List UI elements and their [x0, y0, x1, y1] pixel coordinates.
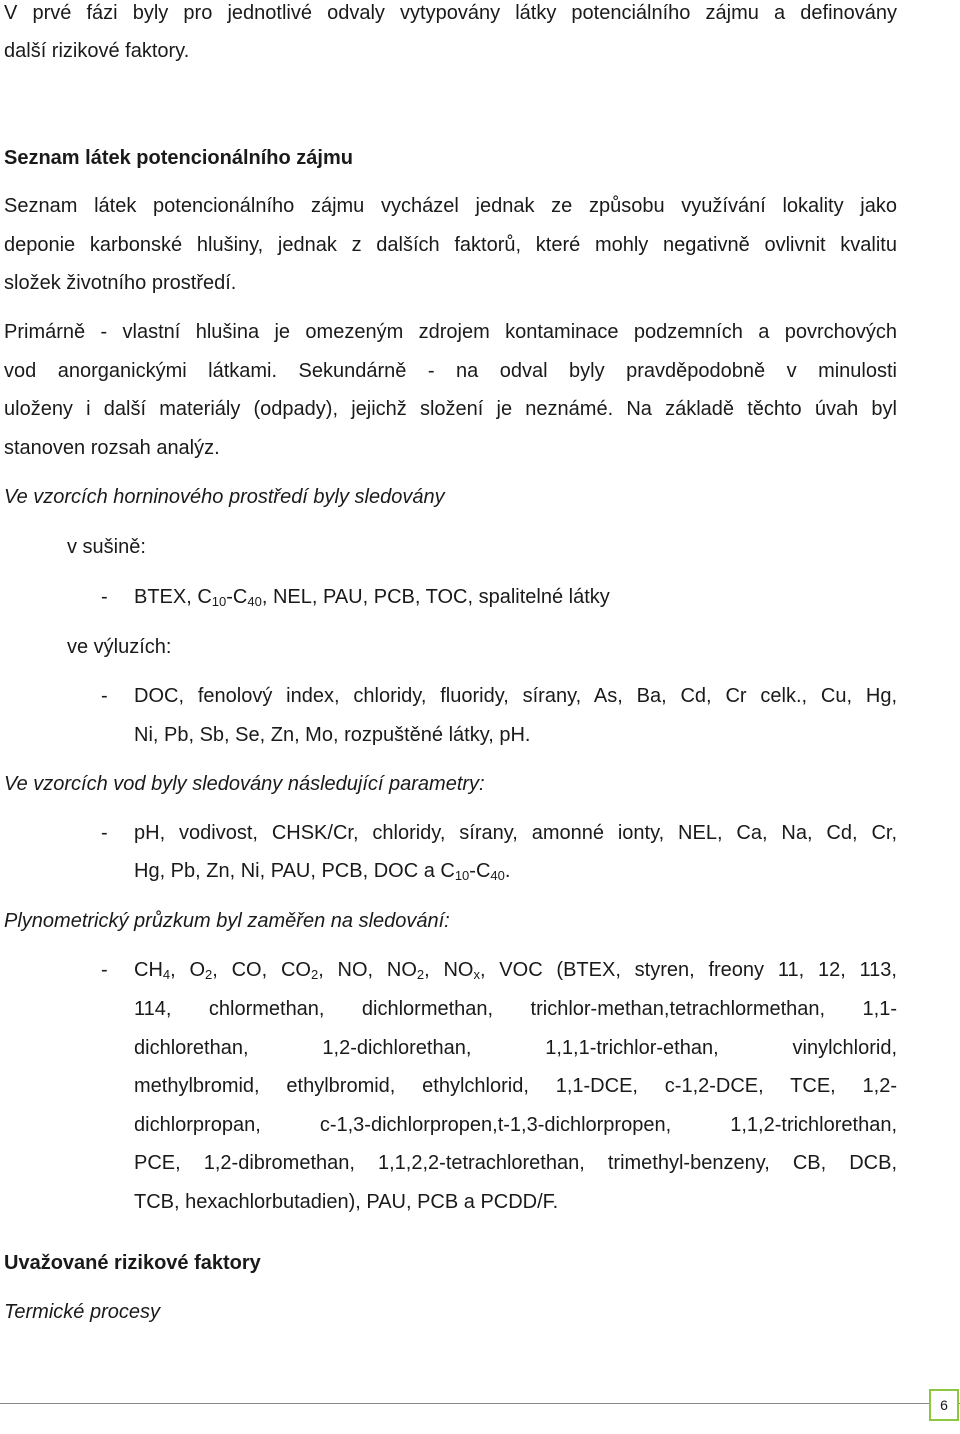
gas-item-line-5: dichlorpropan, c-1,3-dichlorpropen,t-1,3-dichlorpropen, 1,1,2-trichlorethan,: [134, 1114, 897, 1136]
page-number: 6: [929, 1389, 959, 1421]
paragraph-2-line-1: Primárně - vlastní hlušina je omezeným zdrojem kontaminace podzemních a povrchových: [4, 321, 897, 343]
water-item-line-2: Hg, Pb, Zn, Ni, PAU, PCB, DOC a $C_{10}-C_{40}$.: [134, 860, 511, 883]
leachate-label: ve výluzích:: [67, 636, 172, 658]
water-item-dash: -: [101, 822, 108, 844]
rock-heading: Ve vzorcích horninového prostředí byly sledovány: [4, 486, 445, 508]
leach-item-line-1: DOC, fenolový index, chloridy, fluoridy, sírany, As, Ba, Cd, Cr celk., Cu, Hg,: [134, 685, 897, 707]
leach-item-dash: -: [101, 685, 108, 707]
gas-heading: Plynometrický průzkum byl zaměřen na sledování:: [4, 910, 450, 932]
dry-matter-label: v sušině:: [67, 536, 146, 558]
footer-rule: [0, 1403, 960, 1404]
dry-item: BTEX, $C_{10}-C_{40}$, NEL, PAU, PCB, TOC, spalitelné látky: [134, 586, 610, 609]
paragraph-1-line-1: Seznam látek potencionálního zájmu vycházel jednak ze způsobu využívání lokality jako: [4, 195, 897, 217]
gas-item-line-1: $CH_4$, $O_2$, CO, $CO_2$, NO, $NO_2$, $NO_x$, VOC (BTEX, styren, freony 11, 12, 113,: [134, 959, 897, 982]
thermal-processes-subheading: Termické procesy: [4, 1301, 160, 1323]
paragraph-2-line-3: uloženy i další materiály (odpady), jejichž složení je neznámé. Na základě těchto úvah byl: [4, 398, 897, 420]
gas-item-line-7: TCB, hexachlorbutadien), PAU, PCB a PCDD/F.: [134, 1191, 559, 1213]
paragraph-2-line-2: vod anorganickými látkami. Sekundárně - na odval byly pravděpodobně v minulosti: [4, 360, 897, 382]
intro-line-2: další rizikové faktory.: [4, 40, 190, 62]
risk-factors-heading: Uvažované rizikové faktory: [4, 1252, 261, 1274]
dry-item-dash: -: [101, 586, 108, 608]
gas-item-line-3: dichlorethan, 1,2-dichlorethan, 1,1,1-trichlor-ethan, vinylchlorid,: [134, 1037, 897, 1059]
paragraph-1-line-2: deponie karbonské hlušiny, jednak z dalších faktorů, které mohly negativně ovlivnit kvalitu: [4, 234, 897, 256]
gas-item-dash: -: [101, 959, 108, 981]
paragraph-2-line-4: stanoven rozsah analýz.: [4, 437, 220, 459]
leach-item-line-2: Ni, Pb, Sb, Se, Zn, Mo, rozpuštěné látky, pH.: [134, 724, 531, 746]
gas-item-line-6: PCE, 1,2-dibromethan, 1,1,2,2-tetrachlorethan, trimethyl-benzeny, CB, DCB,: [134, 1152, 897, 1174]
water-heading: Ve vzorcích vod byly sledovány následující parametry:: [4, 773, 485, 795]
water-item-line-1: pH, vodivost, CHSK/Cr, chloridy, sírany, amonné ionty, NEL, Ca, Na, Cd, Cr,: [134, 822, 897, 844]
paragraph-1-line-3: složek životního prostředí.: [4, 272, 237, 294]
gas-item-line-2: 114, chlormethan, dichlormethan, trichlor-methan,tetrachlormethan, 1,1-: [134, 998, 897, 1020]
section-heading-substances: Seznam látek potencionálního zájmu: [4, 147, 353, 169]
gas-item-line-4: methylbromid, ethylbromid, ethylchlorid, 1,1-DCE, c-1,2-DCE, TCE, 1,2-: [134, 1075, 897, 1097]
intro-line-1: V prvé fázi byly pro jednotlivé odvaly vytypovány látky potenciálního zájmu a definovány: [4, 2, 897, 24]
